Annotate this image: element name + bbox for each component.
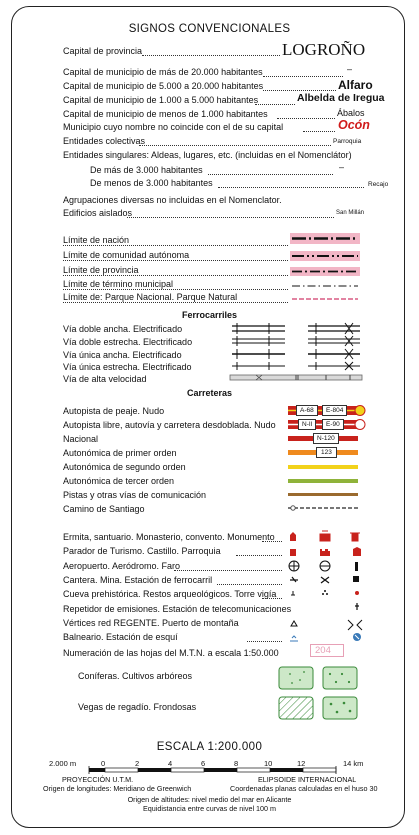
scale-title: ESCALA 1:200.000: [156, 741, 263, 753]
legend-row-vegetation-1: Coníferas. Cultivos arbóreos: [78, 671, 193, 681]
road-badge-e90: E-90: [322, 419, 344, 430]
legend-row-road-1: Autopista de peaje. Nudo: [63, 406, 165, 416]
legend-row-feature-3: Aeropuerto. Aeródromo. Faro: [63, 561, 181, 571]
road-badge-n2: N-II: [298, 419, 316, 430]
scale-unit-left: 2.000 m: [49, 759, 77, 768]
legend-row-feature-1: Ermita, santuario. Monasterio, convento. Monumento: [63, 532, 275, 542]
legend-row-rail-3: Vía única ancha. Electrificado: [63, 350, 182, 360]
scale-segment: [270, 768, 303, 772]
example-capital: LOGROÑO: [282, 40, 366, 59]
footer-coordinates: Coordenadas planas calculadas en el huso 30: [230, 784, 378, 793]
legend-row-road-7: Pistas y otras vías de comunicación: [63, 490, 207, 500]
example-parroquia: Parroquia: [333, 138, 362, 145]
legend-row-agrupaciones: Agrupaciones diversas no incluidas en el Nomenclator.: [63, 195, 282, 205]
example-san-millan: San Millán: [336, 210, 365, 216]
scale-segment: [138, 768, 171, 772]
legend-row-limite-comunidad: Límite de comunidad autónoma: [63, 250, 190, 260]
example-alfaro: Alfaro: [338, 78, 373, 92]
legend-row-road-3: Nacional: [63, 434, 99, 444]
road-badge-n120: N-120: [313, 433, 339, 444]
example-dash-2: –: [339, 162, 345, 172]
legend-row-limite-municipal: Límite de término municipal: [63, 279, 174, 289]
scale-tick-label: 2: [135, 759, 140, 768]
scale-unit-right: 14 km: [343, 759, 364, 768]
legend-row-feature-8: Balneario. Estación de esquí: [63, 632, 178, 642]
legend-row-sheet-numbering: Numeración de las hojas del M.T.N. a escala 1:50.000: [63, 648, 279, 658]
legend-row-edificios: Edificios aislados: [63, 208, 133, 218]
legend-row-rail-5: Vía de alta velocidad: [63, 374, 147, 384]
legend-row-municipio-5000: Capital de municipio de 5.000 a 20.000 habitantes: [63, 81, 264, 91]
legend-row-feature-5: Cueva prehistórica. Restos arqueológicos. Torre vigía: [63, 589, 277, 599]
road-badge-a68: A-68: [296, 405, 318, 416]
legend-row-rail-4: Vía única estrecha. Electrificado: [63, 362, 192, 372]
scale-tick-label: 4: [168, 759, 173, 768]
legend-row-feature-2: Parador de Turismo. Castillo. Parroquia: [63, 546, 221, 556]
footer-ellipsoid: ELIPSOIDE INTERNACIONAL: [258, 775, 357, 784]
section-header-rail: Ferrocarriles: [181, 310, 238, 320]
scale-segment: [303, 768, 336, 772]
scale-tick-label: 12: [297, 759, 306, 768]
footer-contours: Equidistancia entre curvas de nivel 100 m: [142, 804, 277, 813]
legend-row-municipio-nombre: Municipio cuyo nombre no coincide con el de su capital: [63, 122, 284, 132]
legend-row-municipio-20000: Capital de municipio de más de 20.000 habitantes: [63, 67, 263, 77]
legend-row-rail-1: Vía doble ancha. Electrificado: [63, 324, 183, 334]
legend-title: SIGNOS CONVENCIONALES: [128, 23, 291, 35]
road-badge-123: 123: [316, 447, 337, 458]
legend-row-menos-3000: De menos de 3.000 habitantes: [90, 178, 213, 188]
legend-row-limite-nacion: Límite de nación: [63, 235, 130, 245]
footer-longitudes: Origen de longitudes: Meridiano de Greenwich: [43, 784, 192, 793]
legend-row-mas-3000: De más de 3.000 habitantes: [90, 165, 203, 175]
example-dash: –: [347, 64, 353, 74]
scale-segment: [89, 768, 105, 772]
scale-segment: [105, 768, 138, 772]
section-header-roads: Carreteras: [186, 388, 233, 398]
legend-row-road-4: Autonómica de primer orden: [63, 448, 177, 458]
legend-row-capital-provincia: Capital de provincia: [63, 46, 143, 56]
legend-row-entidades-colectivas: Entidades colectivas: [63, 136, 146, 146]
legend-row-municipio-menos-1000: Capital de municipio de menos de 1.000 habitantes: [63, 109, 268, 119]
legend-row-limite-parque: Límite de: Parque Nacional. Parque Natural: [63, 292, 238, 302]
legend-row-entidades-singulares: Entidades singulares: Aldeas, lugares, etc. (incluidas en el Nomenclátor): [63, 150, 352, 160]
scale-segment: [171, 768, 204, 772]
example-ocon: Ocón: [338, 118, 370, 132]
footer-altitudes: Origen de altitudes: nivel medio del mar en Alicante: [127, 795, 292, 804]
scale-tick-label: 10: [264, 759, 273, 768]
legend-row-road-5: Autonómica de segundo orden: [63, 462, 186, 472]
legend-row-limite-provincia: Límite de provincia: [63, 265, 139, 275]
scale-tick-label: 8: [234, 759, 239, 768]
legend-row-road-6: Autonómica de tercer orden: [63, 476, 175, 486]
scale-segment: [237, 768, 270, 772]
scale-tick-label: 6: [201, 759, 206, 768]
example-abalos: Ábalos: [337, 108, 365, 118]
legend-row-feature-6: Repetidor de emisiones. Estación de telecomunicaciones: [63, 604, 292, 614]
legend-row-feature-4: Cantera. Mina. Estación de ferrocarril: [63, 575, 213, 585]
legend-row-municipio-1000: Capital de municipio de 1.000 a 5.000 habitantes: [63, 95, 259, 105]
legend-row-road-8: Camino de Santiago: [63, 504, 145, 514]
example-recajo: Recajo: [368, 181, 389, 188]
footer-projection: PROYECCIÓN U.T.M.: [62, 775, 134, 784]
example-albelda: Albelda de Iregua: [297, 92, 385, 104]
scale-segment: [204, 768, 237, 772]
sheet-number-box: 204: [310, 644, 344, 657]
legend-row-vegetation-2: Vegas de regadío. Frondosas: [78, 702, 197, 712]
scale-tick-label: 0: [101, 759, 106, 768]
legend-row-feature-7: Vértices red REGENTE. Puerto de montaña: [63, 618, 239, 628]
legend-row-rail-2: Vía doble estrecha. Electrificado: [63, 337, 193, 347]
road-badge-e804: E-804: [322, 405, 347, 416]
legend-row-road-2: Autopista libre, autovía y carretera desdoblada. Nudo: [63, 420, 276, 430]
